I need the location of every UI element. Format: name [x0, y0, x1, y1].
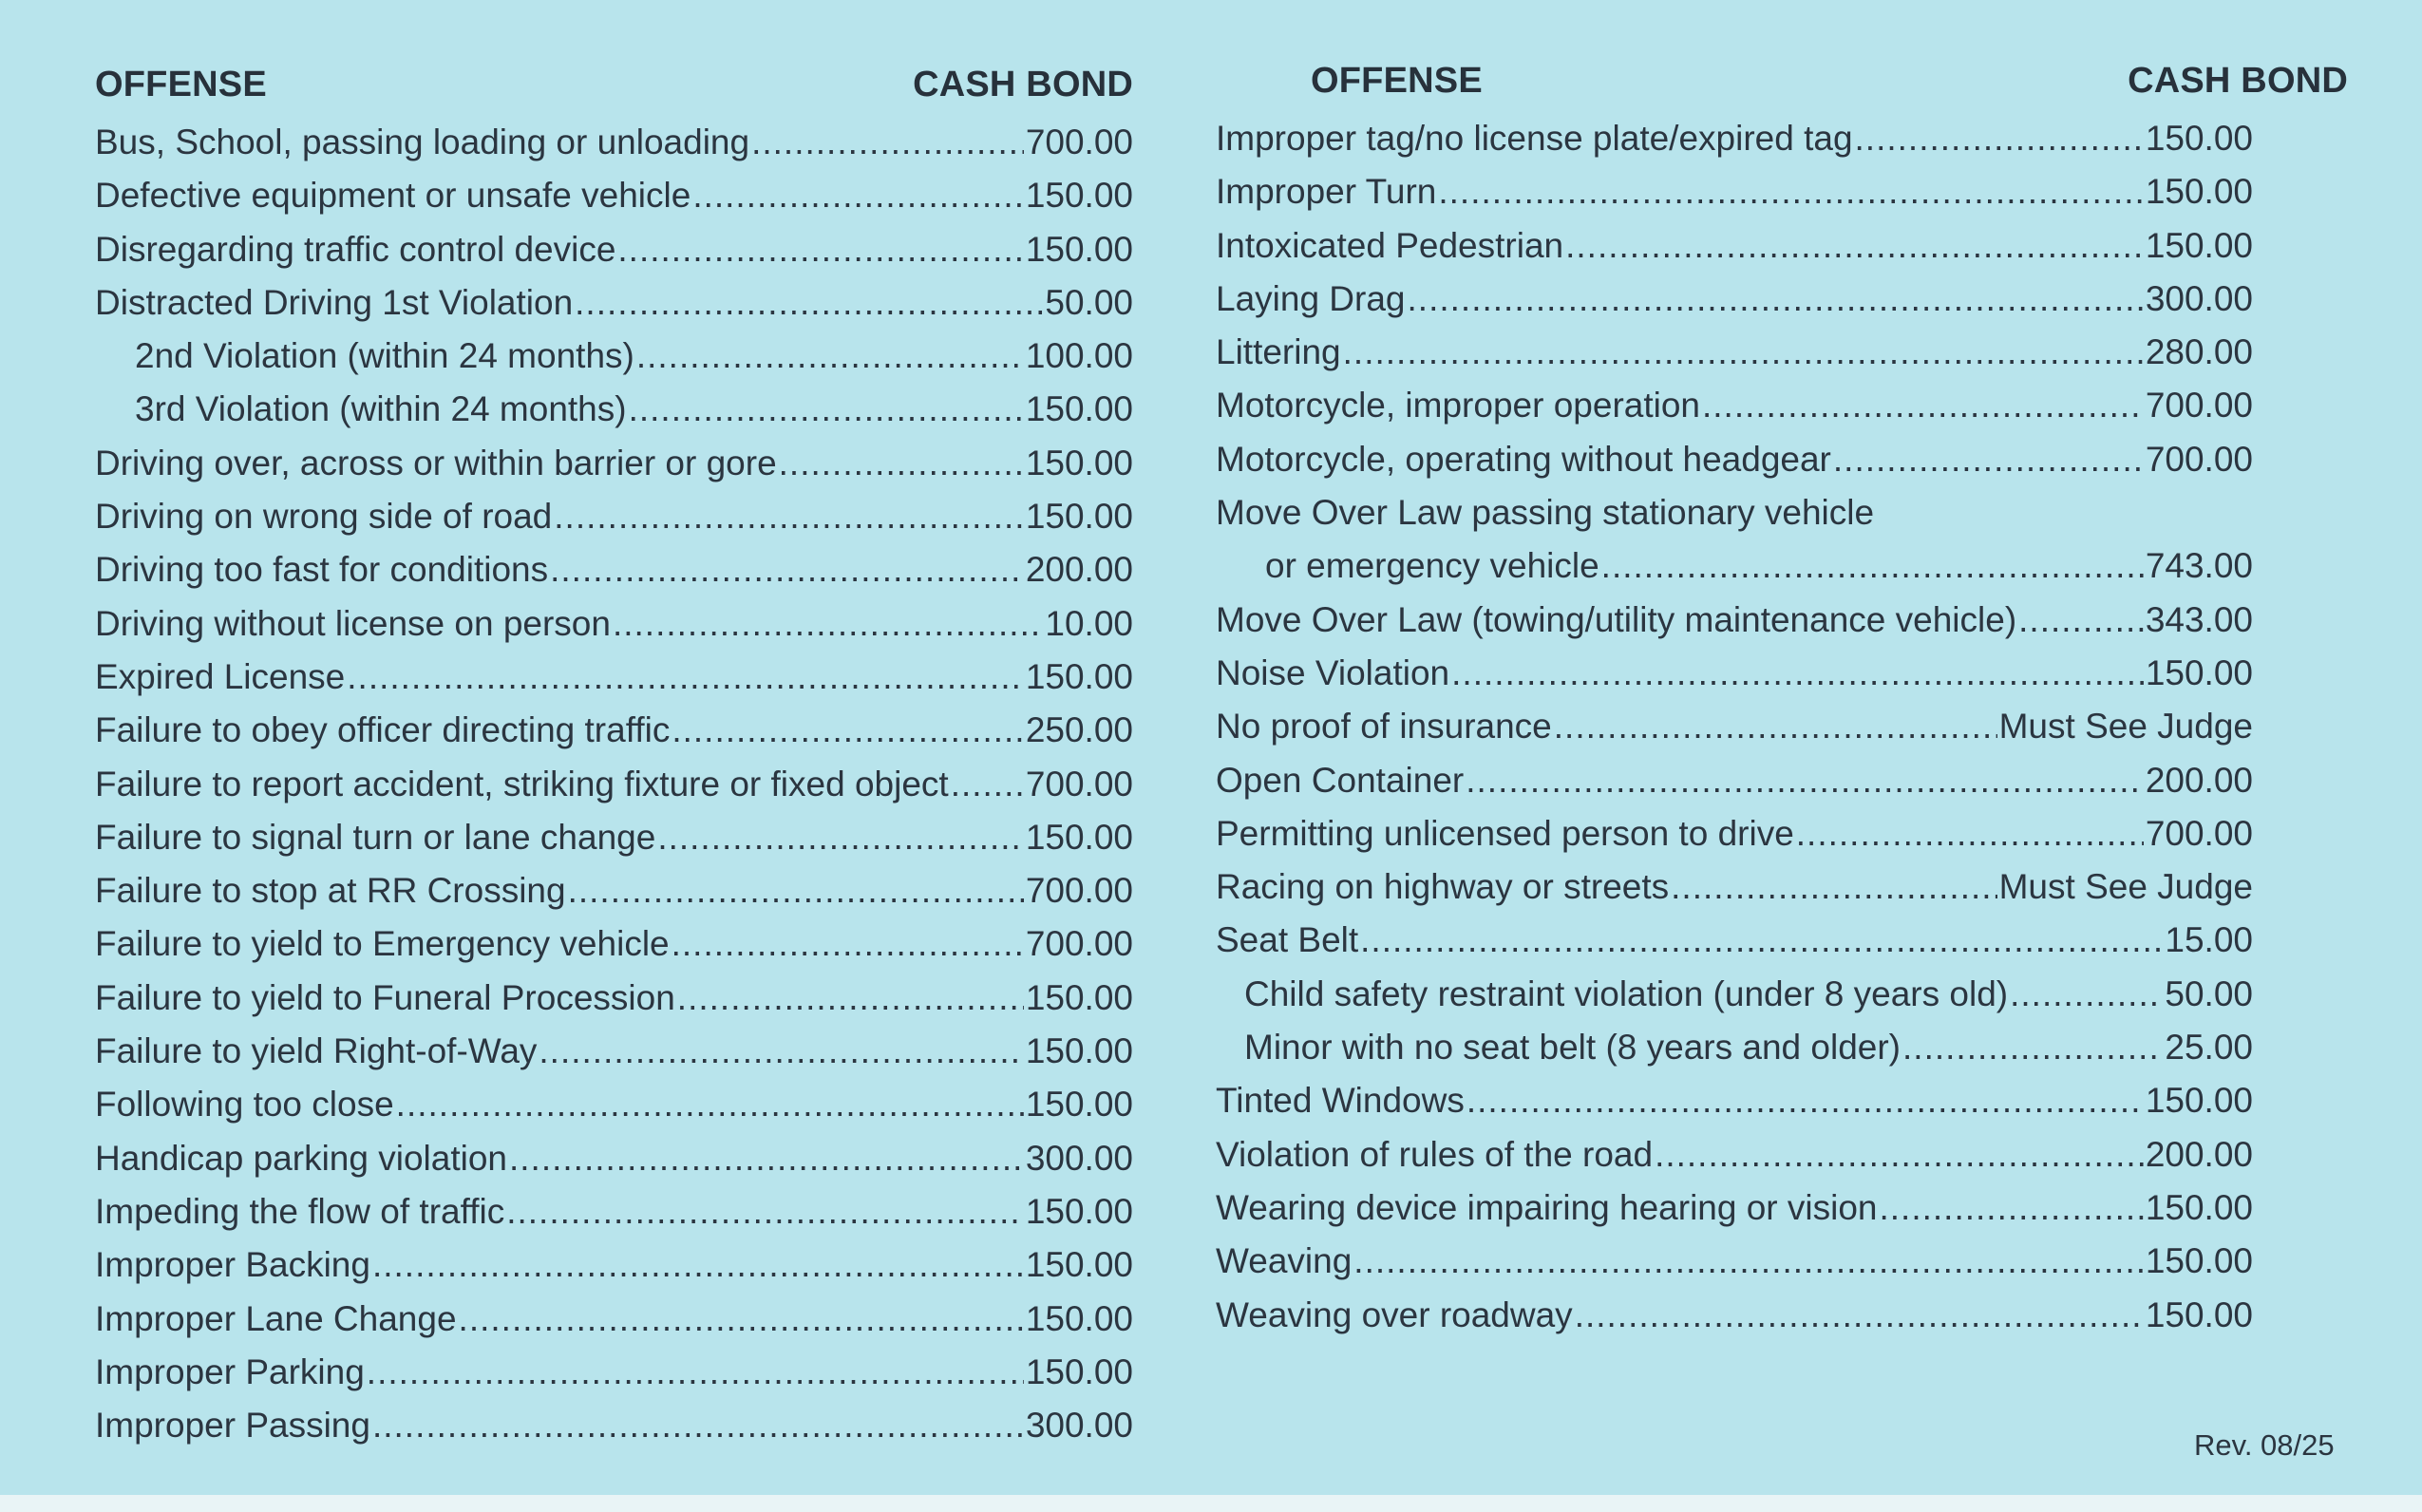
- offense-row: [1216, 165, 2253, 218]
- offense-row: [95, 437, 1133, 490]
- offense-label: Driving on wrong side of road: [95, 497, 553, 537]
- offense-row: [95, 972, 1133, 1025]
- dot-leader: [657, 811, 1024, 864]
- cash-bond-value: 150.00: [2145, 1187, 2253, 1227]
- offense-label: Intoxicated Pedestrian: [1216, 225, 1564, 265]
- offense-row: [95, 276, 1133, 330]
- offense-row: [1216, 1021, 2253, 1074]
- offense-row: [95, 169, 1133, 222]
- dot-leader: [1343, 326, 2144, 379]
- offense-row: [95, 116, 1133, 169]
- offense-label: Failure to yield Right-of-Way: [95, 1031, 538, 1071]
- cash-bond-value: 250.00: [1025, 710, 1133, 750]
- offense-label: Motorcycle, improper operation: [1216, 386, 1700, 425]
- cash-bond-value: 200.00: [2145, 1134, 2253, 1174]
- cash-bond-value: 150.00: [2145, 652, 2253, 692]
- offense-row: [95, 1078, 1133, 1131]
- offense-row: [1216, 860, 2253, 914]
- dot-leader: [617, 223, 1023, 276]
- offense-row: [95, 917, 1133, 971]
- dot-leader: [506, 1185, 1024, 1238]
- cash-bond-value: 300.00: [2145, 278, 2253, 318]
- cash-bond-value: 700.00: [2145, 813, 2253, 853]
- offense-label: Driving over, across or within barrier or gore: [95, 443, 777, 482]
- offense-row: [1216, 273, 2253, 326]
- cash-bond-value: 300.00: [1025, 1406, 1133, 1446]
- dot-leader: [1601, 539, 2144, 593]
- offense-row: [1216, 914, 2253, 967]
- cash-bond-value: 700.00: [1025, 764, 1133, 803]
- cash-bond-value: 50.00: [1045, 282, 1133, 322]
- offense-label: Improper Lane Change: [95, 1298, 457, 1338]
- offense-row: [95, 490, 1133, 543]
- offense-row: [1216, 1181, 2253, 1235]
- cash-bond-value: 150.00: [2145, 172, 2253, 212]
- cash-bond-value: 150.00: [1025, 1351, 1133, 1391]
- dot-leader: [550, 543, 1024, 596]
- offense-row: [95, 864, 1133, 917]
- offense-label: Defective equipment or unsafe vehicle: [95, 176, 691, 216]
- cash-bond-value: 700.00: [1025, 924, 1133, 964]
- offense-row: [95, 1293, 1133, 1346]
- offense-label: Bus, School, passing loading or unloading: [95, 123, 750, 161]
- dot-leader: [779, 437, 1024, 490]
- cash-bond-column-heading: CASH BOND: [2128, 61, 2348, 101]
- offense-label: Seat Belt: [1216, 920, 1359, 960]
- cash-bond-value: 25.00: [2165, 1028, 2253, 1068]
- offense-label: Failure to report accident, striking fixture or fixed object: [95, 764, 949, 803]
- offense-label: Move Over Law passing stationary vehicle: [1216, 493, 1875, 533]
- cash-bond-value: 150.00: [1025, 1245, 1133, 1285]
- offense-label: Motorcycle, operating without headgear: [1216, 439, 1831, 479]
- offense-label: or emergency vehicle: [1265, 546, 1599, 586]
- cash-bond-value: 300.00: [1025, 1138, 1133, 1178]
- offense-label: Failure to yield to Emergency vehicle: [95, 924, 670, 964]
- offense-label: 3rd Violation (within 24 months): [135, 389, 627, 429]
- offense-label: Following too close: [95, 1085, 394, 1125]
- offense-row: [95, 597, 1133, 651]
- offense-label: 2nd Violation (within 24 months): [135, 336, 634, 376]
- cash-bond-value: 150.00: [1025, 229, 1133, 269]
- dot-leader: [1466, 754, 2144, 807]
- offense-label: Expired License: [95, 656, 346, 696]
- offense-label: Open Container: [1216, 760, 1465, 800]
- dot-leader: [1833, 433, 2144, 486]
- dot-leader: [1554, 700, 1997, 753]
- dot-leader: [1575, 1289, 2144, 1342]
- offense-label: Minor with no seat belt (8 years and older): [1244, 1028, 1902, 1068]
- offense-label: Distracted Driving 1st Violation: [95, 282, 574, 322]
- offense-label: Improper Turn: [1216, 172, 1437, 212]
- offense-label: Laying Drag: [1216, 278, 1406, 318]
- offense-label: Tinted Windows: [1216, 1081, 1465, 1121]
- cash-bond-value: 343.00: [2145, 599, 2253, 639]
- offense-row: [95, 1238, 1133, 1292]
- dot-leader: [1466, 1074, 2144, 1127]
- dot-leader: [459, 1293, 1024, 1346]
- dot-leader: [367, 1346, 1024, 1399]
- cash-bond-value: 150.00: [1025, 1031, 1133, 1071]
- cash-bond-value: 150.00: [1025, 1191, 1133, 1231]
- offense-label: Child safety restraint violation (under 8 years old): [1244, 973, 2009, 1013]
- offense-row: [95, 330, 1133, 383]
- dot-leader: [1671, 860, 1996, 914]
- dot-leader: [629, 383, 1024, 436]
- revision-label: Rev. 08/25: [2194, 1428, 2335, 1462]
- dot-leader: [751, 116, 1024, 169]
- offense-row: [1216, 594, 2253, 647]
- dot-leader: [2018, 594, 2144, 647]
- offense-row: [1216, 647, 2253, 700]
- cash-bond-value: 10.00: [1045, 603, 1133, 643]
- offense-label: Littering: [1216, 332, 1341, 372]
- dot-leader: [347, 651, 1024, 704]
- dot-leader: [636, 330, 1024, 383]
- dot-leader: [372, 1238, 1024, 1292]
- dot-leader: [1855, 112, 2144, 165]
- cash-bond-value: 15.00: [2165, 920, 2253, 960]
- offense-label: Handicap parking violation: [95, 1138, 507, 1178]
- offense-row: [95, 811, 1133, 864]
- dot-leader: [372, 1399, 1024, 1452]
- dot-leader: [672, 704, 1024, 757]
- offense-label: Improper tag/no license plate/expired tag: [1216, 119, 1853, 158]
- offense-label: Racing on highway or streets: [1216, 867, 1670, 907]
- offense-row: [1216, 968, 2253, 1021]
- offense-label: Noise Violation: [1216, 652, 1450, 692]
- cash-bond-value: 150.00: [1025, 443, 1133, 482]
- cash-bond-value: 150.00: [1025, 497, 1133, 537]
- offense-column-heading: OFFENSE: [1311, 61, 1483, 101]
- offense-label: Impeding the flow of traffic: [95, 1191, 505, 1231]
- right-offense-list: [1216, 112, 2253, 1342]
- cash-bond-value: 150.00: [1025, 1085, 1133, 1125]
- offense-row: [1216, 700, 2253, 753]
- dot-leader: [1438, 165, 2143, 218]
- dot-leader: [677, 972, 1024, 1025]
- offense-label: Driving too fast for conditions: [95, 550, 549, 590]
- cash-bond-column-heading: CASH BOND: [913, 65, 1133, 104]
- cash-bond-value: 150.00: [1025, 1298, 1133, 1338]
- dot-leader: [1565, 219, 2144, 273]
- cash-bond-value: 700.00: [2145, 439, 2253, 479]
- offense-label: No proof of insurance: [1216, 707, 1552, 747]
- cash-bond-value: 150.00: [2145, 225, 2253, 265]
- offense-label: Permitting unlicensed person to drive: [1216, 813, 1794, 853]
- offense-label: Wearing device impairing hearing or vision: [1216, 1187, 1878, 1227]
- offense-column-heading: OFFENSE: [95, 65, 267, 104]
- offense-row: [1216, 1074, 2253, 1127]
- dot-leader: [1702, 379, 2144, 432]
- dot-leader: [568, 864, 1024, 917]
- offense-row: [95, 223, 1133, 276]
- offense-row: [95, 543, 1133, 596]
- cash-bond-value: 200.00: [2145, 760, 2253, 800]
- dot-leader: [1796, 807, 2144, 860]
- offense-row: [1216, 1128, 2253, 1181]
- offense-row: [95, 704, 1133, 757]
- offense-label: Driving without license on person: [95, 603, 611, 643]
- cash-bond-value: 280.00: [2145, 332, 2253, 372]
- dot-leader: [539, 1025, 1023, 1078]
- offense-row: [1216, 1235, 2253, 1288]
- offense-row: [95, 383, 1133, 436]
- offense-label: Improper Parking: [95, 1351, 365, 1391]
- right-column-header: [1216, 57, 2348, 104]
- cash-bond-value: 150.00: [1025, 656, 1133, 696]
- offense-row: [1216, 326, 2253, 379]
- offense-row: [1216, 219, 2253, 273]
- cash-bond-value: 150.00: [1025, 977, 1133, 1017]
- dot-leader: [1655, 1128, 2144, 1181]
- offense-label: Improper Backing: [95, 1245, 370, 1285]
- dot-leader: [1451, 647, 2144, 700]
- dot-leader: [1353, 1235, 2144, 1288]
- cash-bond-value: 150.00: [2145, 119, 2253, 158]
- dot-leader: [509, 1132, 1024, 1185]
- cash-bond-value: Must See Judge: [1998, 867, 2253, 907]
- cash-bond-value: 150.00: [1025, 389, 1133, 429]
- dot-leader: [672, 917, 1024, 971]
- dot-leader: [1880, 1181, 2144, 1235]
- dot-leader: [1902, 1021, 2163, 1074]
- offense-row: [95, 1346, 1133, 1399]
- dot-leader: [692, 169, 1024, 222]
- cash-bond-value: 700.00: [1025, 871, 1133, 911]
- cash-bond-value: 700.00: [1025, 123, 1133, 161]
- cash-bond-value: 700.00: [2145, 386, 2253, 425]
- offense-row: [1216, 754, 2253, 807]
- offense-label: Failure to signal turn or lane change: [95, 817, 656, 857]
- offense-label: Disregarding traffic control device: [95, 229, 616, 269]
- cash-bond-value: 150.00: [2145, 1241, 2253, 1281]
- dot-leader: [951, 758, 1024, 811]
- bottom-edge-band: [0, 1495, 2422, 1512]
- offense-row: [1216, 379, 2253, 432]
- cash-bond-value: 150.00: [1025, 176, 1133, 216]
- left-offense-list: [95, 116, 1133, 1452]
- offense-row: [95, 1399, 1133, 1452]
- offense-row: [95, 758, 1133, 811]
- offense-label: Weaving over roadway: [1216, 1295, 1573, 1334]
- dot-leader: [613, 597, 1043, 651]
- cash-bond-value: 150.00: [2145, 1295, 2253, 1334]
- dot-leader: [575, 276, 1043, 330]
- offense-row: [1216, 1289, 2253, 1342]
- cash-bond-value: 743.00: [2145, 546, 2253, 586]
- offense-label: Improper Passing: [95, 1406, 370, 1446]
- offense-label: Failure to obey officer directing traffic: [95, 710, 671, 750]
- dot-leader: [396, 1078, 1024, 1131]
- offense-label: Violation of rules of the road: [1216, 1134, 1654, 1174]
- dot-leader: [2010, 968, 2163, 1021]
- offense-label: Failure to stop at RR Crossing: [95, 871, 566, 911]
- cash-bond-value: 150.00: [1025, 817, 1133, 857]
- offense-label: Failure to yield to Funeral Procession: [95, 977, 675, 1017]
- cash-bond-value: Must See Judge: [1998, 707, 2253, 747]
- offense-row: [95, 1025, 1133, 1078]
- dot-leader: [1360, 914, 2163, 967]
- offense-row: [1216, 807, 2253, 860]
- offense-row: [95, 651, 1133, 704]
- offense-row: [95, 1185, 1133, 1238]
- offense-row: [1216, 539, 2253, 593]
- offense-row: [95, 1132, 1133, 1185]
- cash-bond-value: 200.00: [1025, 550, 1133, 590]
- offense-row: [1216, 486, 2253, 539]
- offense-row: [1216, 433, 2253, 486]
- cash-bond-value: 100.00: [1025, 336, 1133, 376]
- dot-leader: [554, 490, 1024, 543]
- offense-row: [1216, 112, 2253, 165]
- left-column-header: [95, 61, 1133, 108]
- cash-bond-value: 50.00: [2165, 973, 2253, 1013]
- cash-bond-value: 150.00: [2145, 1081, 2253, 1121]
- offense-label: Weaving: [1216, 1241, 1353, 1281]
- offense-label: Move Over Law (towing/utility maintenance vehicle): [1216, 599, 2017, 639]
- dot-leader: [1408, 273, 2144, 326]
